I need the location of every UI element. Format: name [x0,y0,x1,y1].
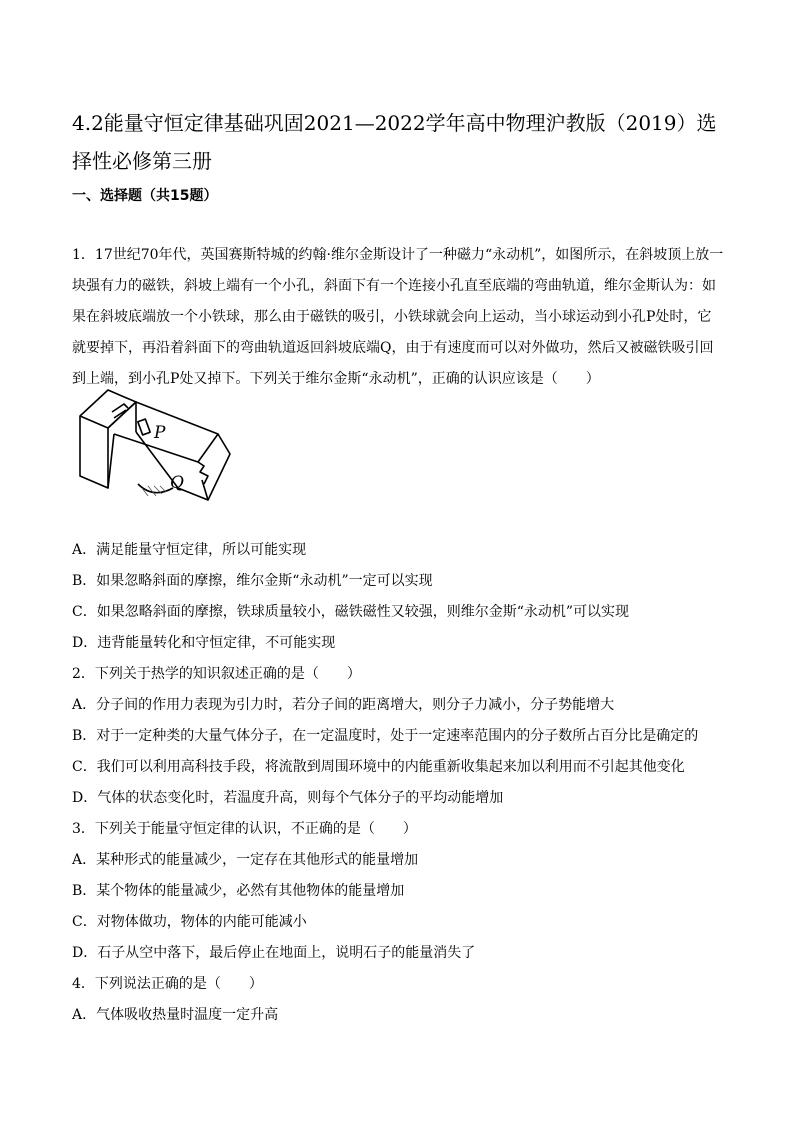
q2-option-c: C．我们可以利用高科技手段，将流散到周围环境中的内能重新收集起来加以利用而不引起其他变化 [72,759,685,775]
q2-option-b: B．对于一定种类的大量气体分子，在一定温度时，处于一定速率范围内的分子数所占百分比是确定的 [72,728,699,744]
question-4-stem: 4．下列说法正确的是（ ） [72,976,263,992]
slope-surface [114,402,218,462]
q1-option-c: C．如果忽略斜面的摩擦，铁球质量较小，磁铁磁性又较强，则维尔金斯“永动机”可以实现 [72,604,630,620]
q2-option-d: D．气体的状态变化时，若温度升高，则每个气体分子的平均动能增加 [72,790,504,806]
label-p: P [154,423,166,443]
perpetual-motion-figure [78,384,238,514]
hole-p-icon [138,419,150,435]
question-3-stem: 3．下列关于能量守恒定律的认识，不正确的是（ ） [72,821,417,837]
q1-option-d: D．违背能量转化和守恒定律，不可能实现 [72,635,336,651]
question-2-stem: 2．下列关于热学的知识叙述正确的是（ ） [72,666,361,682]
q4-option-a: A．气体吸收热量时温度一定升高 [72,1007,279,1023]
section-heading: 一、选择题（共15题） [72,188,218,204]
q3-option-a: A．某种形式的能量减少，一定存在其他形式的能量增加 [72,852,419,868]
q1-option-a: A．满足能量守恒定律，所以可能实现 [72,542,307,558]
document-title: 4.2能量守恒定律基础巩固2021—2022学年高中物理沪教版（2019）选择性必修第三册 [72,111,717,173]
label-q: Q [170,473,184,493]
question-1-stem: 1．17世纪70年代，英国赛斯特城的约翰·维尔金斯设计了一种磁力“永动机”，如图所示，在斜坡顶上放一块强有力的磁铁，斜坡上端有一个小孔，斜面下有一个连接小孔直至底端的弯曲轨道，维尔金斯认为：如果在斜坡底端放一个小铁球，那么由于磁铁的吸引，小铁球就会向上运动，当小球运动到小孔P处时，它就要掉下，再沿着斜面下的弯曲轨道返回斜坡底端Q，由于有速度而可以对外做功，然后又被磁铁吸引回到上端，到小孔P处又掉下。下列关于维尔金斯“永动机”，正确的认识应该是（ ） [72,247,724,387]
magnet-block-side [108,402,136,432]
q1-option-b: B．如果忽略斜面的摩擦，维尔金斯“永动机”一定可以实现 [72,573,433,589]
q2-option-a: A．分子间的作用力表现为引力时，若分子间的距离增大，则分子力减小，分子势能增大 [72,697,615,713]
q3-option-b: B．某个物体的能量减少，必然有其他物体的能量增加 [72,883,405,899]
q3-option-c: C．对物体做功，物体的内能可能减小 [72,914,307,930]
q3-option-d: D．石子从空中落下，最后停止在地面上，说明石子的能量消失了 [72,945,476,961]
curved-track [138,484,173,493]
